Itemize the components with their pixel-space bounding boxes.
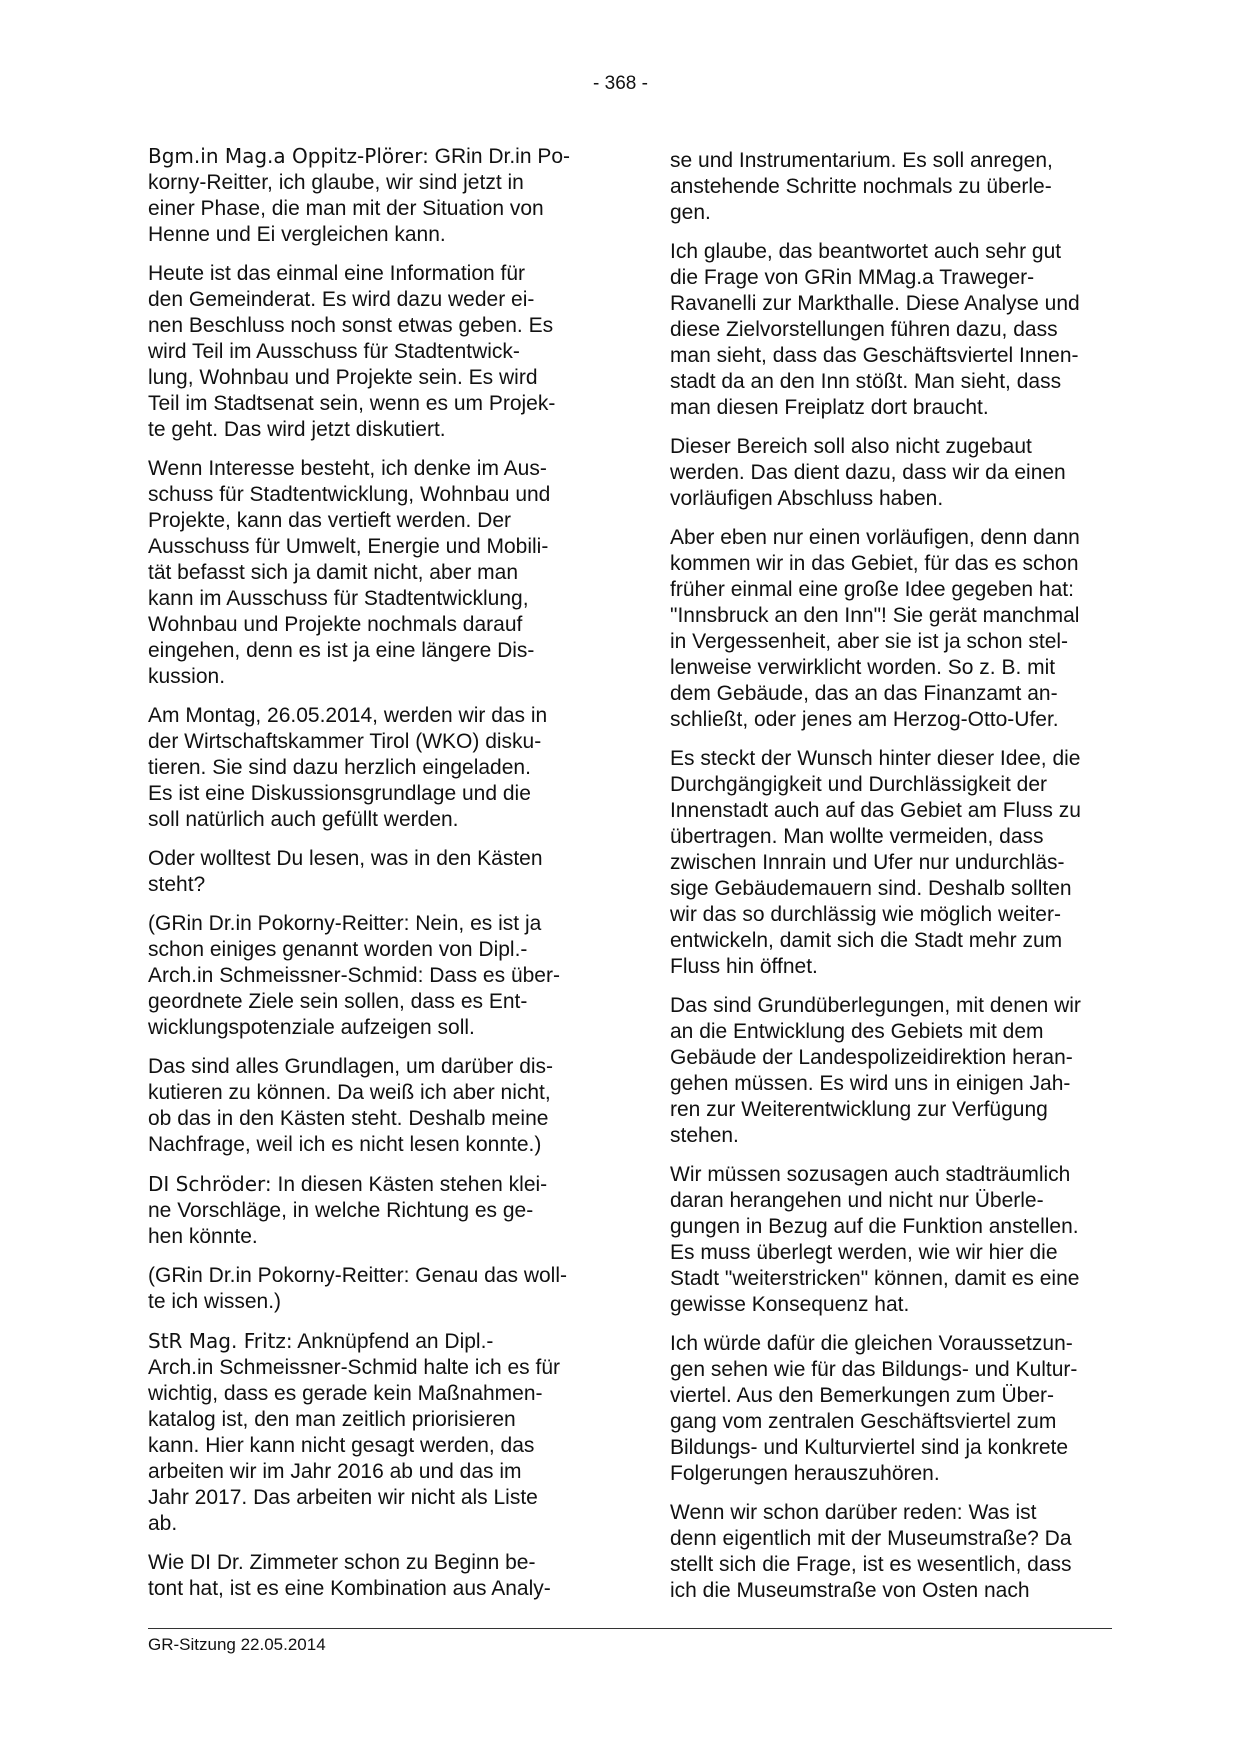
paragraph-text: Anknüpfend an Dipl.- Arch.in Schmeissner-Schmid halte ich es für wichtig, dass es gerade kein Maßnahmen- katalog ist, den man zeitlich priorisieren kann. Hier kann nicht gesagt werden, das arbeiten wir im Jahr 2016 ab und das im Jahr 2017. Das arbeiten wir nicht als Liste ab. <box>148 1330 560 1535</box>
paragraph: Das sind Grundüberlegungen, mit denen wir an die Entwicklung des Gebiets mit dem Gebäude der Landespolizeidirektion heran- gehen müssen. Es wird uns in einigen Jah- ren zur Weiterentwicklung zur Verfügung stehen. <box>670 994 1081 1147</box>
left-column <box>148 143 598 1615</box>
paragraph: Wenn wir schon darüber reden: Was ist denn eigentlich mit der Museumstraße? Da stellt sich die Frage, ist es wesentlich, dass ich die Museumstraße von Osten nach <box>670 1501 1072 1602</box>
paragraph: Es steckt der Wunsch hinter dieser Idee, die Durchgängigkeit und Durchlässigkeit der Innenstadt auch auf das Gebiet am Fluss zu übertragen. Man wollte vermeiden, dass zwischen Innrain und Ufer nur undurchläs- sige Gebäudemauern sind. Deshalb sollten wir das so durchlässig wie möglich weiter- entwickeln, damit sich die Stadt mehr zum Fluss hin öffnet. <box>670 747 1081 978</box>
paragraph-text: In diesen Kästen stehen klei- ne Vorschläge, in welche Richtung es ge- hen könnte. <box>148 1173 548 1248</box>
paragraph: Ich glaube, das beantwortet auch sehr gut die Frage von GRin MMag.a Traweger- Ravanelli zur Markthalle. Diese Analyse und diese Zielvorstellungen führen dazu, dass man sieht, dass das Geschäftsviertel Innen- stadt da an den Inn stößt. Man sieht, dass man diesen Freiplatz dort braucht. <box>670 240 1080 419</box>
paragraph <box>148 143 598 248</box>
paragraph: Ich würde dafür die gleichen Voraussetzun- gen sehen wie für das Bildungs- und Kultur- viertel. Aus den Bemerkungen zum Über- gang vom zentralen Geschäftsviertel zum Bildungs- und Kulturviertel sind ja konkrete Folgerungen herauszuhören. <box>670 1332 1078 1485</box>
paragraph-text: GRin Dr.in Po- korny-Reitter, ich glaube, wir sind jetzt in einer Phase, die man mit der Situation von Henne und Ei vergleichen kann. <box>148 145 571 246</box>
paragraph: Wir müssen sozusagen auch stadträumlich daran herangehen und nicht nur Überle- gungen in Bezug auf die Funktion anstellen. Es muss überlegt werden, wie wir hier die Stadt "weiterstricken" können, damit es eine gewisse Konsequenz hat. <box>670 1163 1080 1316</box>
paragraph <box>148 1328 598 1537</box>
speaker-name: Bgm.in Mag.a Oppitz-Plörer: <box>148 144 429 168</box>
paragraph: Heute ist das einmal eine Information für den Gemeinderat. Es wird dazu weder ei- nen Beschluss noch sonst etwas geben. Es wird Teil im Ausschuss für Stadtentwick- lung, Wohnbau und Projekte sein. Es wird Teil im Stadtsenat sein, wenn es um Projek- te geht. Das wird jetzt diskutiert. <box>148 262 556 441</box>
paragraph: Aber eben nur einen vorläufigen, denn dann kommen wir in das Gebiet, für das es schon früher einmal eine große Idee gegeben hat: "Innsbruck an den Inn"! Sie gerät manchmal in Vergessenheit, aber sie ist ja schon stel- lenweise verwirklicht worden. So z. B. mit dem Gebäude, das an das Finanzamt an- schließt, oder jenes am Herzog-Otto-Ufer. <box>670 526 1080 731</box>
speaker-name: DI Schröder: <box>148 1172 272 1196</box>
footer-session-date: GR-Sitzung 22.05.2014 <box>148 1635 326 1654</box>
paragraph: Wenn Interesse besteht, ich denke im Aus- schuss für Stadtentwicklung, Wohnbau und Projekte, kann das vertieft werden. Der Ausschuss für Umwelt, Energie und Mobili- tät befasst sich ja damit nicht, aber man kann im Ausschuss für Stadtentwicklung, Wohnbau und Projekte nochmals darauf eingehen, denn es ist ja eine längere Dis- kussion. <box>148 457 551 688</box>
speaker-name: StR Mag. Fritz: <box>148 1329 293 1353</box>
page-number: - 368 - <box>593 73 648 94</box>
footer-divider <box>148 1628 1112 1629</box>
paragraph: Das sind alles Grundlagen, um darüber dis- kutieren zu können. Da weiß ich aber nicht, ob das in den Kästen steht. Deshalb meine Nachfrage, weil ich es nicht lesen konnte.) <box>148 1055 554 1156</box>
paragraph: (GRin Dr.in Pokorny-Reitter: Nein, es ist ja schon einiges genannt worden von Dipl.- Arch.in Schmeissner-Schmid: Dass es über- geordnete Ziele sein sollen, dass es Ent- wicklungspotenziale aufzeigen soll. <box>148 912 560 1039</box>
paragraph: Oder wolltest Du lesen, was in den Kästen steht? <box>148 847 543 896</box>
paragraph: se und Instrumentarium. Es soll anregen, anstehende Schritte nochmals zu überle- gen. <box>670 149 1053 224</box>
paragraph: Dieser Bereich soll also nicht zugebaut werden. Das dient dazu, dass wir da einen vorläufigen Abschluss haben. <box>670 435 1066 510</box>
paragraph: (GRin Dr.in Pokorny-Reitter: Genau das woll- te ich wissen.) <box>148 1264 567 1313</box>
right-column <box>670 148 1120 1617</box>
paragraph: Am Montag, 26.05.2014, werden wir das in der Wirtschaftskammer Tirol (WKO) disku- tieren. Sie sind dazu herzlich eingeladen. Es ist eine Diskussionsgrundlage und die soll natürlich auch gefüllt werden. <box>148 704 548 831</box>
paragraph <box>148 1171 598 1250</box>
paragraph: Wie DI Dr. Zimmeter schon zu Beginn be- tont hat, ist es eine Kombination aus Analy- <box>148 1551 551 1600</box>
